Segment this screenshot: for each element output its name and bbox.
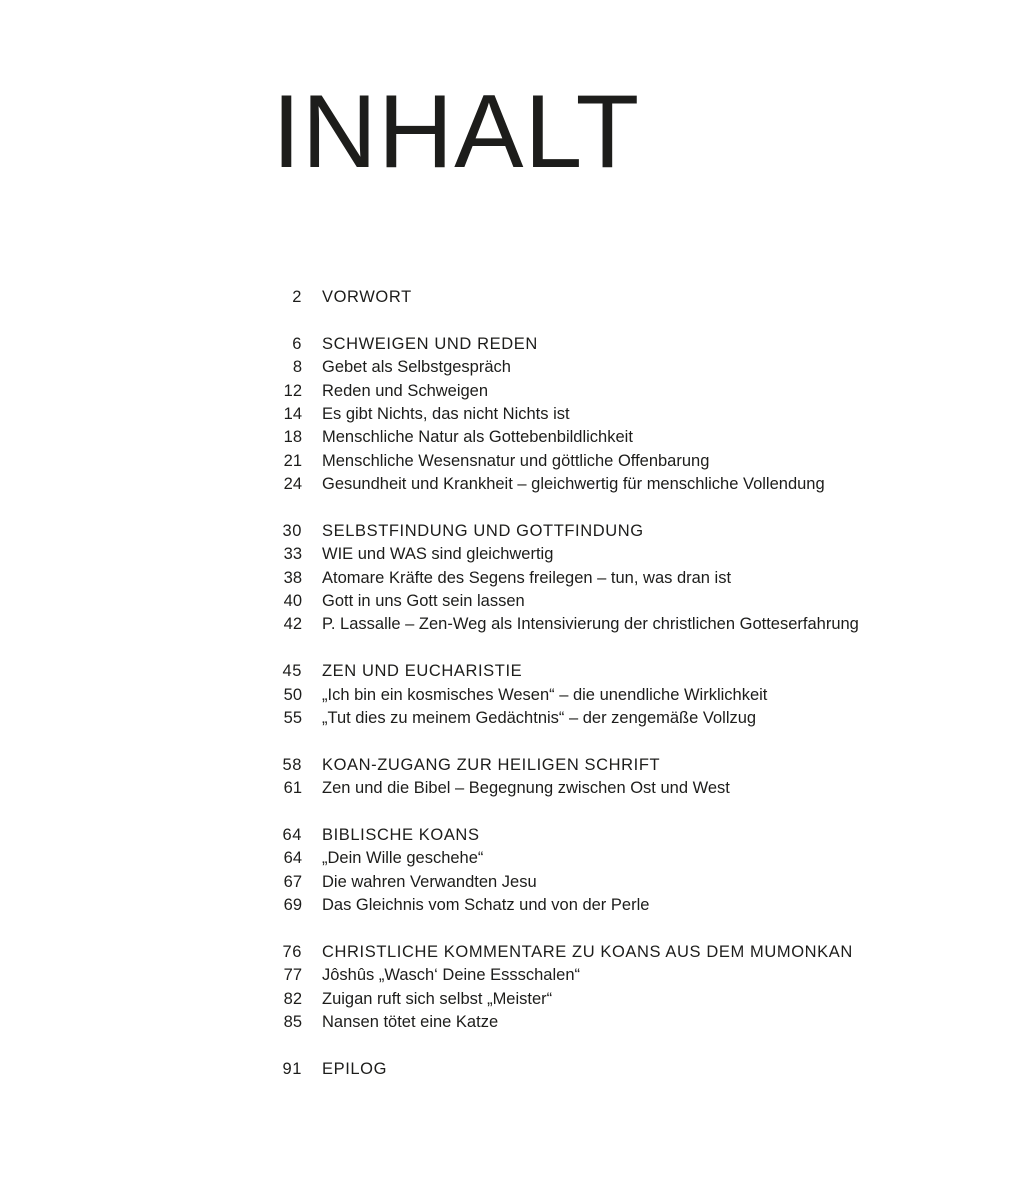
toc-chapter-row [262, 333, 962, 356]
toc-entry-row [262, 777, 962, 800]
toc-entry-title: Reden und Schweigen [322, 381, 489, 400]
toc-entry-title: Nansen tötet eine Katze [322, 1013, 499, 1032]
toc-entry-row [262, 871, 962, 894]
toc-chapter-row [262, 1058, 962, 1081]
toc-page-number: 67 [283, 872, 302, 891]
toc-page-number: 64 [282, 825, 302, 844]
toc-page-number: 6 [292, 334, 302, 353]
toc-entry-row [262, 380, 962, 403]
toc-entry-title: Das Gleichnis vom Schatz und von der Perle [322, 896, 650, 915]
toc-entry-row [262, 450, 962, 473]
toc-page-number: 82 [283, 989, 302, 1008]
toc-page-number: 12 [283, 381, 302, 400]
toc-chapter-title: KOAN-ZUGANG ZUR HEILIGEN SCHRIFT [322, 755, 661, 774]
toc-entry-title: Atomare Kräfte des Segens freilegen – tun, was dran ist [322, 568, 732, 587]
toc-entry-row [262, 964, 962, 987]
toc-page-number: 18 [283, 428, 302, 447]
toc-entry-row [262, 1011, 962, 1034]
toc-page-number: 61 [283, 779, 302, 798]
toc-entry-row [262, 847, 962, 870]
toc-chapter-title: BIBLISCHE KOANS [322, 825, 480, 844]
toc-entry-title: Zuigan ruft sich selbst „Meister“ [322, 989, 553, 1008]
toc-chapter-row [262, 520, 962, 543]
toc-chapter-row [262, 941, 962, 964]
toc-entry-title: P. Lassalle – Zen-Weg als Intensivierung der christlichen Gotteserfahrung [322, 615, 859, 634]
toc-entry-row [262, 543, 962, 566]
toc-page-number: 21 [283, 451, 302, 470]
toc-entry-title: Gebet als Selbstgespräch [322, 358, 511, 377]
toc-chapter-title: VORWORT [322, 288, 412, 306]
toc-page-number: 2 [292, 288, 302, 306]
toc-page-number: 85 [283, 1013, 302, 1032]
toc-entry-title: Es gibt Nichts, das nicht Nichts ist [322, 404, 570, 423]
toc-page-number: 58 [282, 755, 302, 774]
toc-entry-row [262, 894, 962, 917]
toc-entry-title: Zen und die Bibel – Begegnung zwischen Ost und West [322, 779, 730, 798]
toc-chapter-title: CHRISTLICHE KOMMENTARE ZU KOANS AUS DEM MUMONKAN [322, 942, 853, 961]
toc-entry-title: Gott in uns Gott sein lassen [322, 592, 525, 611]
toc-entry-title: Gesundheit und Krankheit – gleichwertig für menschliche Vollendung [322, 475, 825, 494]
toc-entry-row [262, 684, 962, 707]
page-title: INHALT [272, 74, 641, 190]
toc-entry-title: WIE und WAS sind gleichwertig [322, 545, 554, 564]
toc-entry-title: „Ich bin ein kosmisches Wesen“ – die unendliche Wirklichkeit [322, 685, 768, 704]
toc-page-number: 55 [283, 709, 302, 728]
toc-chapter-title: ZEN UND EUCHARISTIE [322, 662, 523, 681]
toc-chapter-row [262, 660, 962, 683]
toc-page-number: 30 [282, 521, 302, 540]
toc-page-number: 91 [282, 1059, 302, 1078]
toc-page-number: 76 [282, 942, 302, 961]
toc-chapter-row [262, 824, 962, 847]
toc-entry-title: „Tut dies zu meinem Gedächtnis“ – der zengemäße Vollzug [322, 709, 757, 728]
toc-page-number: 40 [283, 592, 302, 611]
toc-page-number: 14 [283, 404, 302, 423]
toc-chapter-row [262, 754, 962, 777]
toc-page-number: 42 [283, 615, 302, 634]
toc-entry-row [262, 613, 962, 636]
toc-chapter-title: SELBSTFINDUNG UND GOTTFINDUNG [322, 521, 644, 540]
toc-entry-title: Die wahren Verwandten Jesu [322, 872, 537, 891]
toc-page-number: 33 [283, 545, 302, 564]
toc-page-number: 77 [283, 966, 302, 985]
toc-entry-row [262, 988, 962, 1011]
table-of-contents [262, 286, 962, 1081]
toc-entry-row [262, 426, 962, 449]
toc-page-number: 8 [292, 358, 302, 377]
toc-page-number: 38 [283, 568, 302, 587]
toc-chapter-title: SCHWEIGEN UND REDEN [322, 334, 538, 353]
toc-entry-row [262, 403, 962, 426]
toc-entry-row [262, 590, 962, 613]
toc-page-number: 24 [283, 475, 302, 494]
toc-entry-title: Menschliche Natur als Gottebenbildlichkeit [322, 428, 633, 447]
toc-page-number: 64 [283, 849, 302, 868]
toc-entry-row [262, 356, 962, 379]
toc-entry-title: Menschliche Wesensnatur und göttliche Offenbarung [322, 451, 710, 470]
toc-entry-row [262, 473, 962, 496]
toc-entry-title: Jôshûs „Wasch‘ Deine Essschalen“ [322, 966, 580, 985]
toc-chapter-title: EPILOG [322, 1059, 388, 1078]
toc-page-number: 45 [282, 662, 302, 681]
toc-entry-row [262, 707, 962, 730]
toc-page-number: 69 [283, 896, 302, 915]
toc-page-number: 50 [283, 685, 302, 704]
toc-entry-title: „Dein Wille geschehe“ [322, 849, 484, 868]
toc-entry-row [262, 567, 962, 590]
toc-chapter-row [262, 286, 962, 309]
